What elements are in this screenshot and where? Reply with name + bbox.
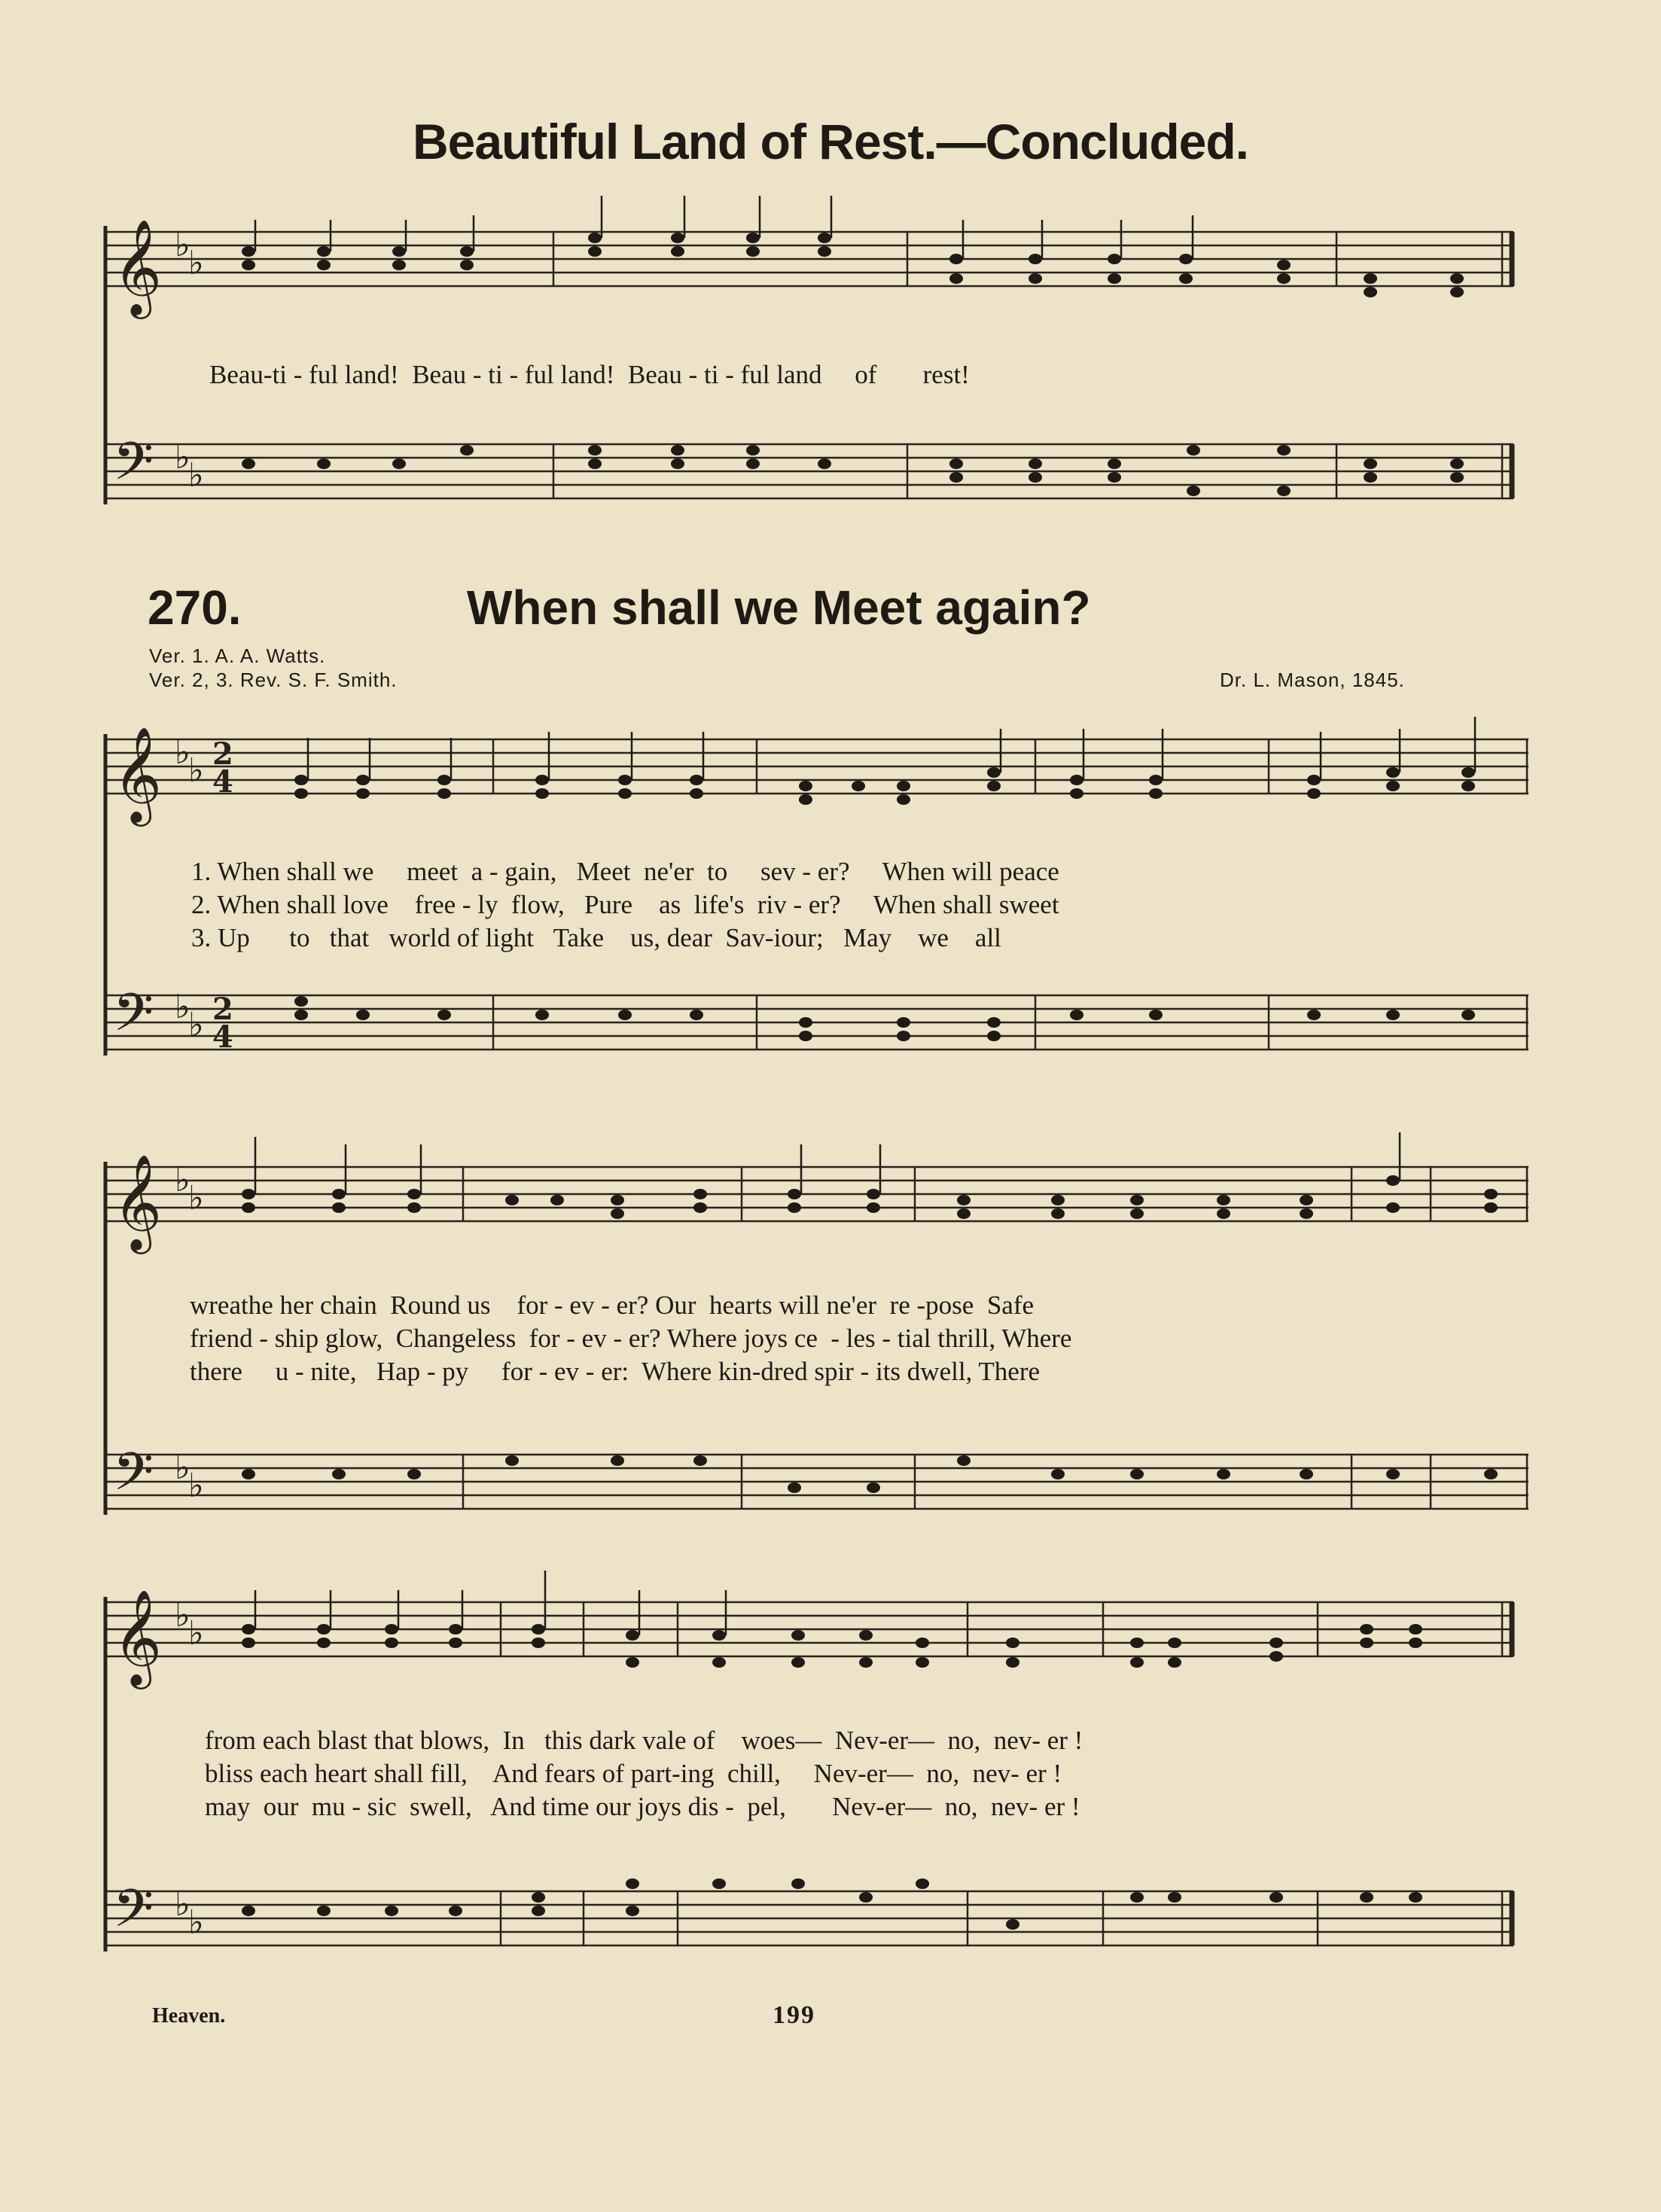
svg-text:♭: ♭	[188, 1179, 204, 1217]
system-4-lyric-verse-2: bliss each heart shall fill, And fears of part-ing chill, Nev-er— no, nev- er !	[205, 1759, 1062, 1788]
svg-text:♭: ♭	[175, 1449, 190, 1487]
svg-text:♭: ♭	[175, 1161, 190, 1199]
svg-text:♭: ♭	[188, 244, 204, 282]
svg-text:♭: ♭	[175, 1885, 190, 1924]
svg-text:♭: ♭	[175, 226, 190, 264]
music-credit: Dr. L. Mason, 1845.	[1220, 669, 1405, 691]
svg-text:♭: ♭	[188, 1467, 204, 1505]
svg-text:♭: ♭	[175, 733, 190, 772]
svg-text:♭: ♭	[188, 456, 204, 495]
svg-text:𝄢: 𝄢	[113, 1441, 154, 1515]
svg-text:𝄢: 𝄢	[113, 431, 154, 504]
svg-text:♭: ♭	[175, 1596, 190, 1635]
system-2-lyric-verse-3: 3. Up to that world of light Take us, dear Sav-iour; May we all	[191, 923, 1001, 952]
system-3-lyric-verse-1: wreathe her chain Round us for - ev - er? Our hearts will ne'er re -pose Safe	[190, 1290, 1035, 1320]
svg-text:𝄢: 𝄢	[113, 982, 154, 1056]
system-1-lyric-line: Beau-ti - ful land! Beau - ti - ful land! Beau - ti - ful land of rest!	[209, 360, 970, 389]
system-4-lyric-verse-1: from each blast that blows, In this dark vale of woes— Nev-er— no, nev- er !	[205, 1726, 1083, 1755]
system-3-lyric-verse-2: friend - ship glow, Changeless for - ev - er? Where joys ce - les - tial thrill, Where	[190, 1324, 1072, 1353]
svg-text:𝄢: 𝄢	[113, 1878, 154, 1951]
system-1-treble-staff	[105, 232, 1513, 286]
continued-title: Beautiful Land of Rest.—Concluded.	[412, 114, 1248, 169]
system-3-lyric-verse-3: there u - nite, Hap - py for - ev - er: Where kin-dred spir - its dwell, There	[190, 1357, 1041, 1386]
page-number: 199	[773, 2001, 815, 2029]
footer-topic: Heaven.	[152, 2004, 226, 2028]
svg-text:𝄞: 𝄞	[113, 1589, 163, 1685]
svg-text:2: 2	[212, 736, 233, 772]
svg-text:2: 2	[212, 992, 233, 1027]
system-1-bass-staff	[105, 444, 1513, 498]
hymn-number: 270.	[148, 580, 242, 635]
svg-text:𝄞: 𝄞	[113, 1153, 163, 1250]
svg-text:4: 4	[212, 1019, 233, 1055]
svg-text:♭: ♭	[188, 751, 204, 790]
svg-text:♭: ♭	[175, 438, 190, 477]
words-credit-1: Ver. 1. A. A. Watts.	[149, 644, 326, 667]
svg-text:𝄞: 𝄞	[113, 218, 163, 315]
svg-text:♭: ♭	[188, 1903, 204, 1942]
system-2-lyric-verse-2: 2. When shall love free - ly flow, Pure as life's riv - er? When shall sweet	[191, 890, 1059, 919]
svg-text:4: 4	[212, 764, 233, 800]
system-4-lyric-verse-3: may our mu - sic swell, And time our joys dis - pel, Nev-er— no, nev- er !	[205, 1792, 1080, 1821]
system-2-lyric-verse-1: 1. When shall we meet a - gain, Meet ne'er to sev - er? When will peace	[191, 857, 1059, 886]
svg-text:𝄞: 𝄞	[113, 726, 163, 822]
svg-text:♭: ♭	[188, 1614, 204, 1653]
hymn-title: When shall we Meet again?	[467, 580, 1091, 635]
svg-text:♭: ♭	[175, 988, 190, 1026]
words-credit-2: Ver. 2, 3. Rev. S. F. Smith.	[149, 669, 398, 691]
svg-text:♭: ♭	[188, 1006, 204, 1044]
